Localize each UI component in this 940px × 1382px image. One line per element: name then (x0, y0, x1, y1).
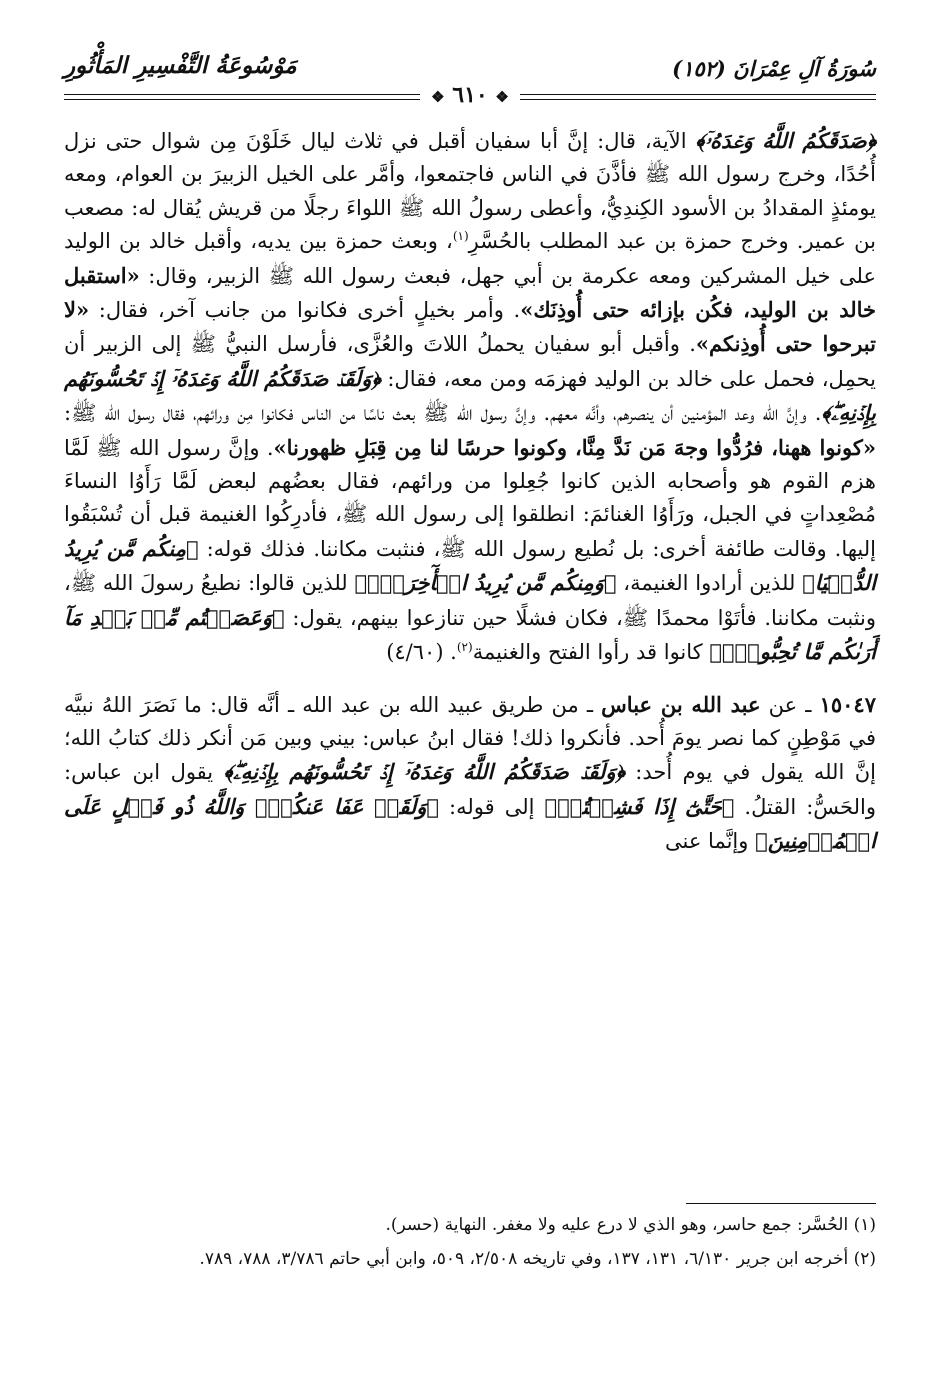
book-header-title: مَوْسُوعَةُ التَّفْسِيرِ المَأْثُورِ (64, 52, 297, 79)
entry-number: ١٥٠٤٧ (819, 691, 876, 717)
volume-ref: . (٤/٦٠) (386, 640, 457, 665)
header-rule-left-bottom (64, 99, 420, 100)
footnotes (64, 1210, 876, 1278)
quran-quote: ﴿وَلَقَدۡ صَدَقَكُمُ اللَّهُ وَعۡدَهُۥٓ إِذۡ تَحُسُّونَهُم بِإِذۡنِهِۦۖ﴾ (223, 759, 625, 785)
hadith-quote: «استقبل خالد بن الوليد، فكُن بإزائه حتى أُوذِنَك» (64, 262, 876, 323)
text-run: كانوا قد رأوا الفتح والغنيمة (472, 640, 710, 665)
quran-quote: ﴿حَتَّىٰٓ إِذَا فَشِلۡتُمۡ﴾ (544, 793, 735, 819)
text-run: إلى قوله: (439, 794, 545, 819)
page-number: ❖ ٦١٠ ❖ (431, 82, 509, 108)
paragraph-15047 (64, 688, 876, 859)
footnote-separator (686, 1203, 876, 1204)
text-run: يقول ابن عباس: والحَسُّ: القتلُ. (64, 760, 876, 819)
header-rule-right-top (520, 94, 876, 95)
footnote-1: (١) الحُسَّر: جمع حاسر، وهو الذي لا درع عليه ولا مغفر. النهاية (حسر). (385, 1215, 876, 1235)
paragraph-narration (64, 124, 876, 670)
text-run: وإنَّما عنى (665, 829, 756, 854)
quran-quote: ﴿وَلَقَدۡ صَدَقَكُمُ اللَّهُ وَعۡدَهُۥٓ إِذۡ تَحُسُّونَهُم بِإِذۡنِهِۦۖ﴾ (64, 365, 876, 426)
text-run: للذين قالوا: نطيعُ رسولَ الله ﷺ، ونثبت مكاننا. فأتَوْا محمدًا ﷺ، فكان فشلًا حين تنازعوا بينهم، يقول: (64, 571, 876, 630)
text-run: . وإنَّ رسول الله ﷺ لَمَّا هزم القوم هو وأصحابه الذين كانوا جُعِلوا من ورائهم، فقال بعضُهم لبعض لَمَّا رَأَوُا النساءَ مُصْعِداتٍ في الجبل، ورَأَوُا الغنائمَ: انطلقوا إلى رسول الله ﷺ، فأدرِكُوا الغنيمة قبل أن تُسْبَقُوا إليها. وقالت طائفة أخرى: بل نُطيع رسول الله ﷺ، فنثبت مكاننا. فذلك قوله: (64, 435, 876, 561)
text-run: ـ عن (760, 692, 820, 717)
text-run: الآية، قال: إنَّ أبا سفيان أقبل في ثلاث ليال خَلَوْنَ مِن شوال حتى نزل أُحُدًا، وخرج رسول الله ﷺ فأذَّنَ في الناس فاجتمعوا، وأمَّر على الخيل الزبيرَ بن العوام، ومعه يومئذٍ المقدادُ بن الأسود الكِندِيُّ، وأعطى رسولُ الله ﷺ اللواءَ رجلًا من قريش يُقال له: مصعب بن عمير. وخرج حمزة بن عبد المطلب بالحُسَّرِ (64, 129, 877, 254)
surah-header-title: سُورَةُ آلِ عِمْرَانَ (١٥٢) (672, 56, 876, 81)
ornament-icon: ❖ (495, 88, 509, 106)
text-run: ، وبعث حمزة بين يديه، وأقبل خالد بن الوليد على خيل المشركين ومعه عكرمة بن أبي جهل، فبعث رسول الله ﷺ الزبير، وقال: (64, 229, 876, 288)
hadith-quote: «كونوا ههنا، فرُدُّوا وجهَ مَن نَدَّ مِنَّا، وكونوا حرسًا لنا مِن قِبَلِ ظهورنا» (273, 434, 876, 460)
quran-quote: ﴿مِنكُم مَّن يُرِيدُ الدُّنۡيَا﴾ (64, 535, 876, 596)
text-run: . وأقبل أبو سفيان يحملُ اللاتَ والعُزَّى، فأرسل النبيُّ ﷺ إلى الزبير أن يحمِل، فحمل على خالد بن الوليد فهزمَه ومن معه، فقال: (64, 332, 876, 391)
quran-quote: ﴿وَلَقَدۡ عَفَا عَنكُمۡۗ وَاللَّهُ ذُو فَضۡلٍ عَلَى الۡمُؤۡمِنِينَ﴾ (64, 793, 876, 854)
footnote-ref: (١) (452, 229, 469, 244)
header-rule-right-bottom (520, 99, 876, 100)
footnote-ref: (٢) (456, 640, 473, 655)
quran-quote: ﴿وَعَصَيۡتُم مِّنۢ بَعۡدِ مَآ أَرَىٰكُم مَّا تُحِبُّونَۚ﴾ (64, 604, 876, 665)
narrator-name: عبد الله بن عباس (601, 691, 761, 717)
ornament-icon: ❖ (431, 88, 445, 106)
text-run: ـ من طريق عبيد الله بن عبد الله ـ أنَّه قال: ما نَصَرَ اللهُ نبيَّه في مَوْطِنٍ كما نصر يومَ أُحد. فأنكروا ذلك! فقال ابنُ عباس: بيني وبين مَن أنكر ذلك كتابُ الله؛ إنَّ الله يقول في يوم أُحد: (64, 692, 877, 785)
quran-quote: ﴿وَمِنكُم مَّن يُرِيدُ الۡأٓخِرَةَۚ﴾ (354, 570, 617, 596)
text-run: للذين أرادوا الغنيمة، (616, 571, 803, 596)
footnote-2: (٢) أخرجه ابن جرير ٦/١٣٠، ١٣١، ١٣٧، وفي تاريخه ٢/٥٠٨، ٥٠٩، وابن أبي حاتم ٣/٧٨٦، ٧٨٨، ٧٨٩. (199, 1249, 876, 1269)
header-rule-left-top (64, 94, 420, 95)
main-text (64, 124, 876, 859)
quran-quote: ﴿صَدَقَكُمُ اللَّهُ وَعۡدَهُۥٓ﴾ (695, 128, 876, 153)
hadith-quote: «لا تبرحوا حتى أُوذِنكم» (64, 297, 876, 357)
text-run: . وإنَّ الله وعد المؤمنين أن ينصرهم، وأنَّه معهم. وإنَّ رسول الله ﷺ بعث ناسًا من الناس فكانوا مِن ورائهم، فقال رسول الله ﷺ: (64, 401, 822, 426)
text-run: . وأمر بخيلٍ أخرى فكانوا من جانب آخر، فقال: (89, 298, 521, 323)
